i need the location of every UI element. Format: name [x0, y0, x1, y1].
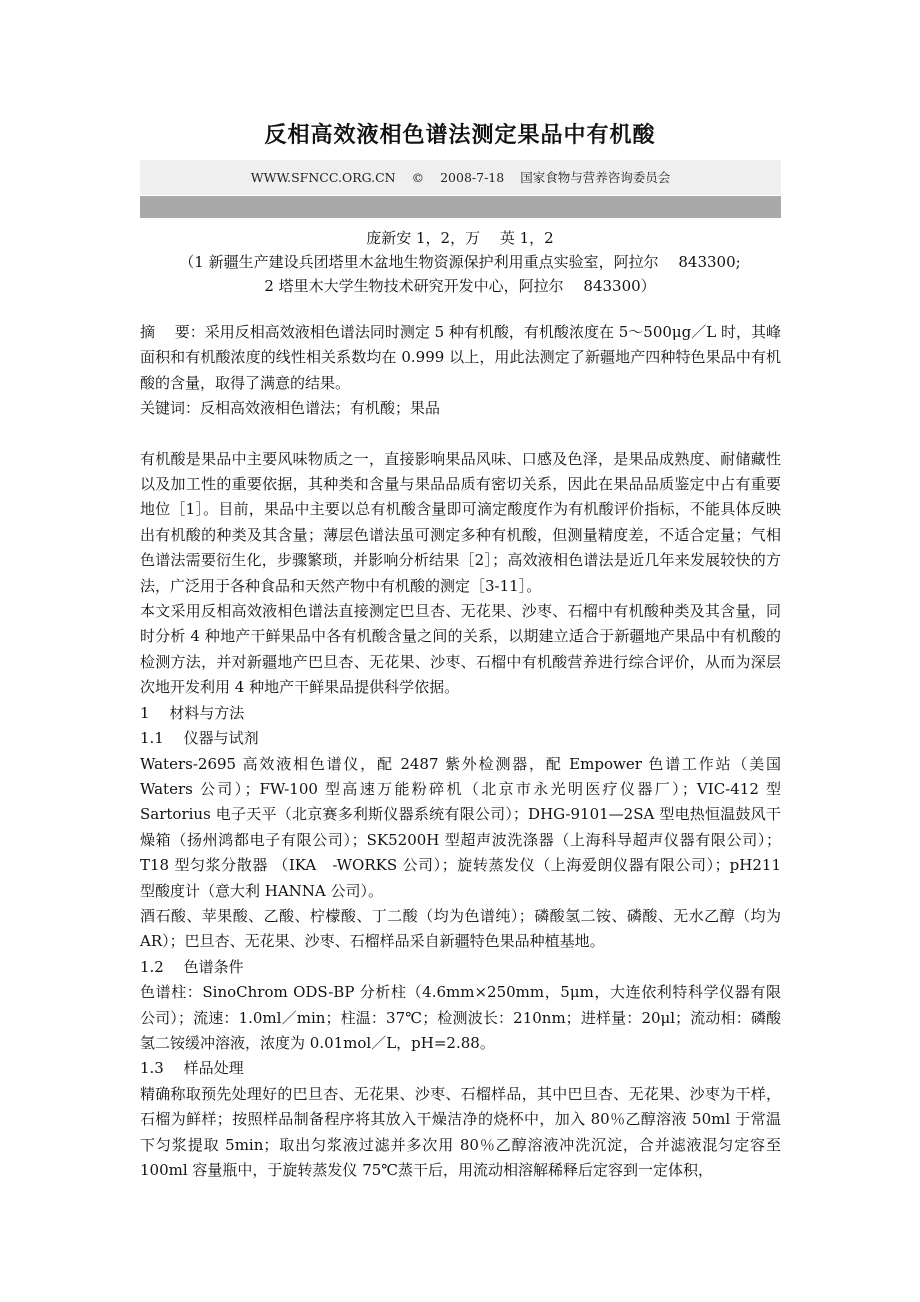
section-heading-1-1: 1.1 仪器与试剂: [140, 729, 259, 748]
chromatography-paragraph: 色谱柱：SinoChrom ODS-BP 分析柱（4.6mm×250mm，5μm，大连依利特科学仪器有限公司）；流速：1.0ml／min；柱温：37℃；检测波长：210nm；进样量：20μl；流动相：磷酸氢二铵缓冲溶液，浓度为 0.01mol／L，pH=2.88。: [140, 983, 781, 1052]
sample-paragraph: 精确称取预先处理好的巴旦杏、无花果、沙枣、石榴样品，其中巴旦杏、无花果、沙枣为干样，石榴为鲜样；按照样品制备程序将其放入干燥洁净的烧杯中，加入 80％乙醇溶液 50ml 于常温下匀浆提取 5min；取出匀浆液过滤并多次用 80％乙醇溶液冲洗沉淀，合并滤液混匀定容至 100ml 容量瓶中，于旋转蒸发仪 75℃蒸干后，用流动相溶解稀释后定容到一定体积，: [140, 1084, 781, 1179]
copyright-symbol: ©: [411, 170, 425, 185]
source-bar: [140, 160, 781, 195]
section-heading-1-2: 1.2 色谱条件: [140, 957, 244, 976]
source-site: WWW.SFNCC.ORG.CN: [250, 170, 396, 185]
abstract: 摘 要：采用反相高效液相色谱法同时测定 5 种有机酸，有机酸浓度在 5～500μg／L 时，其峰面积和有机酸浓度的线性相关系数均在 0.999 以上，用此法测定了新疆地产四种特色果品中有机酸的含量，取得了满意的结果。: [140, 323, 781, 392]
divider-bar: [140, 196, 781, 218]
source-date: 2008-7-18: [440, 170, 505, 185]
instruments-paragraph: Waters-2695 高效液相色谱仪，配 2487 紫外检测器，配 Empower 色谱工作站（美国 Waters 公司）；FW-100 型高速万能粉碎机（北京市永光明医疗仪器厂）；VIC-412 型 Sartorius 电子天平（北京赛多利斯仪器系统有限公司）；DHG-9101—2SA 型电热恒温鼓风干燥箱（扬州鸿都电子有限公司）；SK5200H 型超声波洗涤器（上海科导超声仪器有限公司）；T18 型匀浆分散器 （IKA -WORKS 公司）；旋转蒸发仪（上海爱朗仪器有限公司）；pH211 型酸度计（意大利 HANNA 公司）。: [140, 754, 781, 900]
affiliation-2: 2 塔里木大学生物技术研究开发中心，阿拉尔 843300）: [264, 277, 656, 295]
intro-paragraph-2: 本文采用反相高效液相色谱法直接测定巴旦杏、无花果、沙枣、石榴中有机酸种类及其含量，同时分析 4 种地产干鲜果品中各有机酸含量之间的关系，以期建立适合于新疆地产果品中有机酸的检测方法，并对新疆地产巴旦杏、无花果、沙枣、石榴中有机酸营养进行综合评价，从而为深层次地开发利用 4 种地产干鲜果品提供科学依据。: [140, 602, 781, 697]
section-heading-1: 1 材料与方法: [140, 703, 245, 722]
section-heading-1-3: 1.3 样品处理: [140, 1059, 244, 1078]
source-org: 国家食物与营养咨询委员会: [520, 170, 671, 185]
affiliation-1: （1 新疆生产建设兵团塔里木盆地生物资源保护利用重点实验室，阿拉尔 843300;: [179, 253, 741, 271]
keywords: 关键词：反相高效液相色谱法；有机酸；果品: [140, 399, 441, 418]
author-names: 庞新安 1，2，万 英 1，2: [366, 229, 554, 247]
article-body: [140, 320, 781, 1183]
reagents-paragraph: 酒石酸、苹果酸、乙酸、柠檬酸、丁二酸（均为色谱纯）；磷酸氢二铵、磷酸、无水乙醇（均为 AR）；巴旦杏、无花果、沙枣、石榴样品采自新疆特色果品种植基地。: [140, 906, 781, 951]
author-block: [0, 226, 920, 298]
intro-paragraph-1: 有机酸是果品中主要风味物质之一，直接影响果品风味、口感及色泽，是果品成熟度、耐储藏性以及加工性的重要依据，其种类和含量与果品品质有密切关系，因此在果品品质鉴定中占有重要地位［1］。目前，果品中主要以总有机酸含量即可滴定酸度作为有机酸评价指标，不能具体反映出有机酸的种类及其含量；薄层色谱法虽可测定多种有机酸，但测量精度差，不适合定量；气相色谱法需要衍生化，步骤繁琐，并影响分析结果［2］；高效液相色谱法是近几年来发展较快的方法，广泛用于各种食品和天然产物中有机酸的测定［3-11］。: [140, 449, 781, 595]
page-title: 反相高效液相色谱法测定果品中有机酸: [264, 123, 656, 148]
paragraph-gap: [140, 422, 781, 447]
